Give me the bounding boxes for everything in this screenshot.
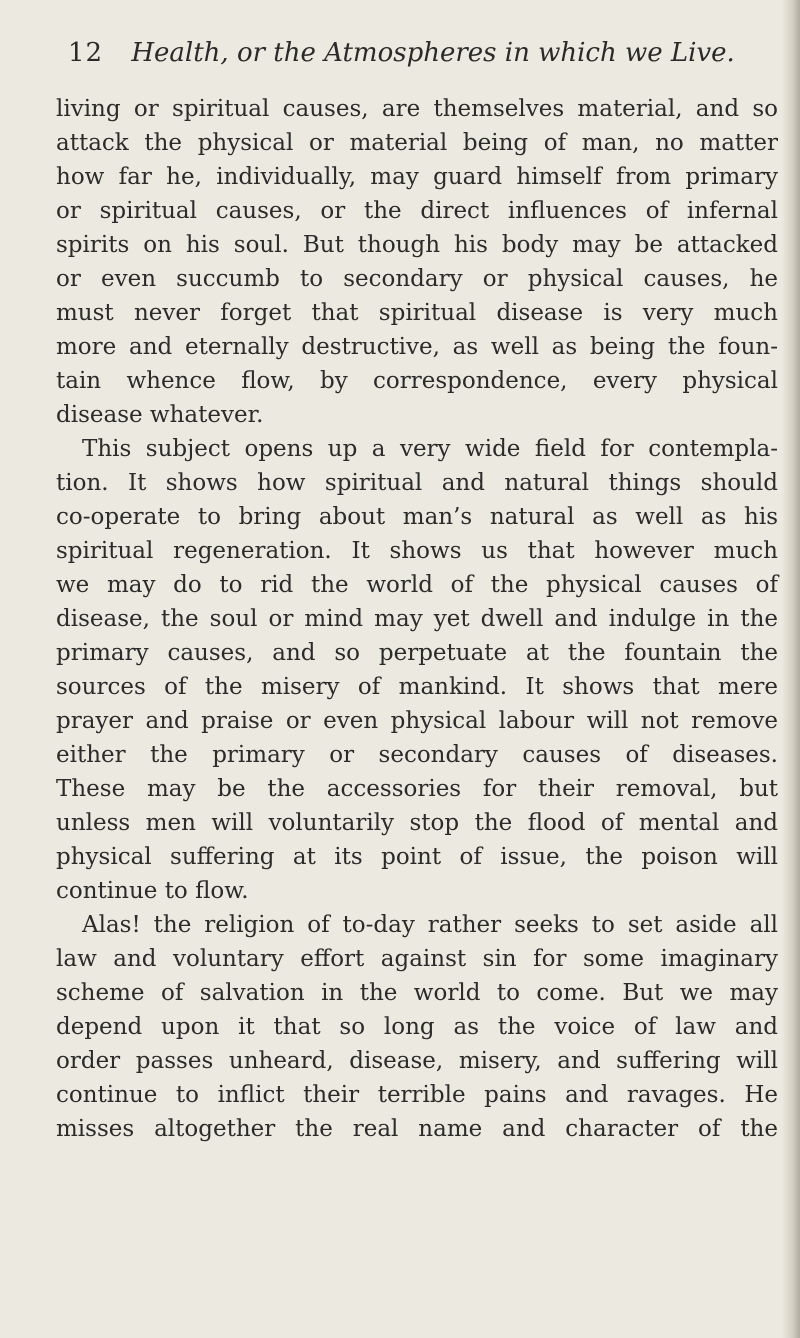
text-line: spiritual regeneration. It shows us that however much xyxy=(56,538,778,564)
text-line: attack the physical or material being of man, no matter xyxy=(56,130,778,156)
body-text xyxy=(56,92,778,1146)
text-line: These may be the accessories for their removal, but xyxy=(56,776,778,802)
text-line: or spiritual causes, or the direct influences of infernal xyxy=(56,198,778,224)
text-line: continue to inflict their terrible pains and ravages. He xyxy=(56,1082,778,1108)
text-line: must never forget that spiritual disease is very much xyxy=(56,300,778,326)
text-line: Alas! the religion of to-day rather seeks to set aside all xyxy=(82,912,778,938)
text-line: primary causes, and so perpetuate at the fountain the xyxy=(56,640,778,666)
text-line: prayer and praise or even physical labour will not remove xyxy=(56,708,778,734)
text-line: law and voluntary effort against sin for some imaginary xyxy=(56,946,778,972)
text-line: disease, the soul or mind may yet dwell and indulge in the xyxy=(56,606,778,632)
page-header xyxy=(68,36,788,70)
text-line: spirits on his soul. But though his body may be attacked xyxy=(56,232,778,258)
text-line: we may do to rid the world of the physical causes of xyxy=(56,572,778,598)
text-line: depend upon it that so long as the voice of law and xyxy=(56,1014,778,1040)
text-line: how far he, individually, may guard himself from primary xyxy=(56,164,778,190)
page-number: 12 xyxy=(68,38,104,68)
running-title: Health, or the Atmospheres in which we Live. xyxy=(131,38,735,68)
text-line: tion. It shows how spiritual and natural things should xyxy=(56,470,778,496)
text-line: sources of the misery of mankind. It shows that mere xyxy=(56,674,778,700)
text-line: physical suffering at its point of issue, the poison will xyxy=(56,844,778,870)
text-line: living or spiritual causes, are themselves material, and so xyxy=(56,96,778,122)
text-line: or even succumb to secondary or physical causes, he xyxy=(56,266,778,292)
text-line: scheme of salvation in the world to come. But we may xyxy=(56,980,778,1006)
text-line: co-operate to bring about man’s natural as well as his xyxy=(56,504,778,530)
page-edge-shadow xyxy=(782,0,800,1338)
text-line: This subject opens up a very wide field for contempla- xyxy=(82,436,778,462)
text-line: continue to flow. xyxy=(56,878,249,904)
text-line: either the primary or secondary causes of diseases. xyxy=(56,742,778,768)
text-line: unless men will voluntarily stop the flood of mental and xyxy=(56,810,778,836)
text-line: order passes unheard, disease, misery, and suffering will xyxy=(56,1048,778,1074)
text-line: more and eternally destructive, as well as being the foun- xyxy=(56,334,778,360)
text-line: misses altogether the real name and character of the xyxy=(56,1116,778,1142)
text-line: disease whatever. xyxy=(56,402,264,428)
text-line: tain whence flow, by correspondence, every physical xyxy=(56,368,778,394)
